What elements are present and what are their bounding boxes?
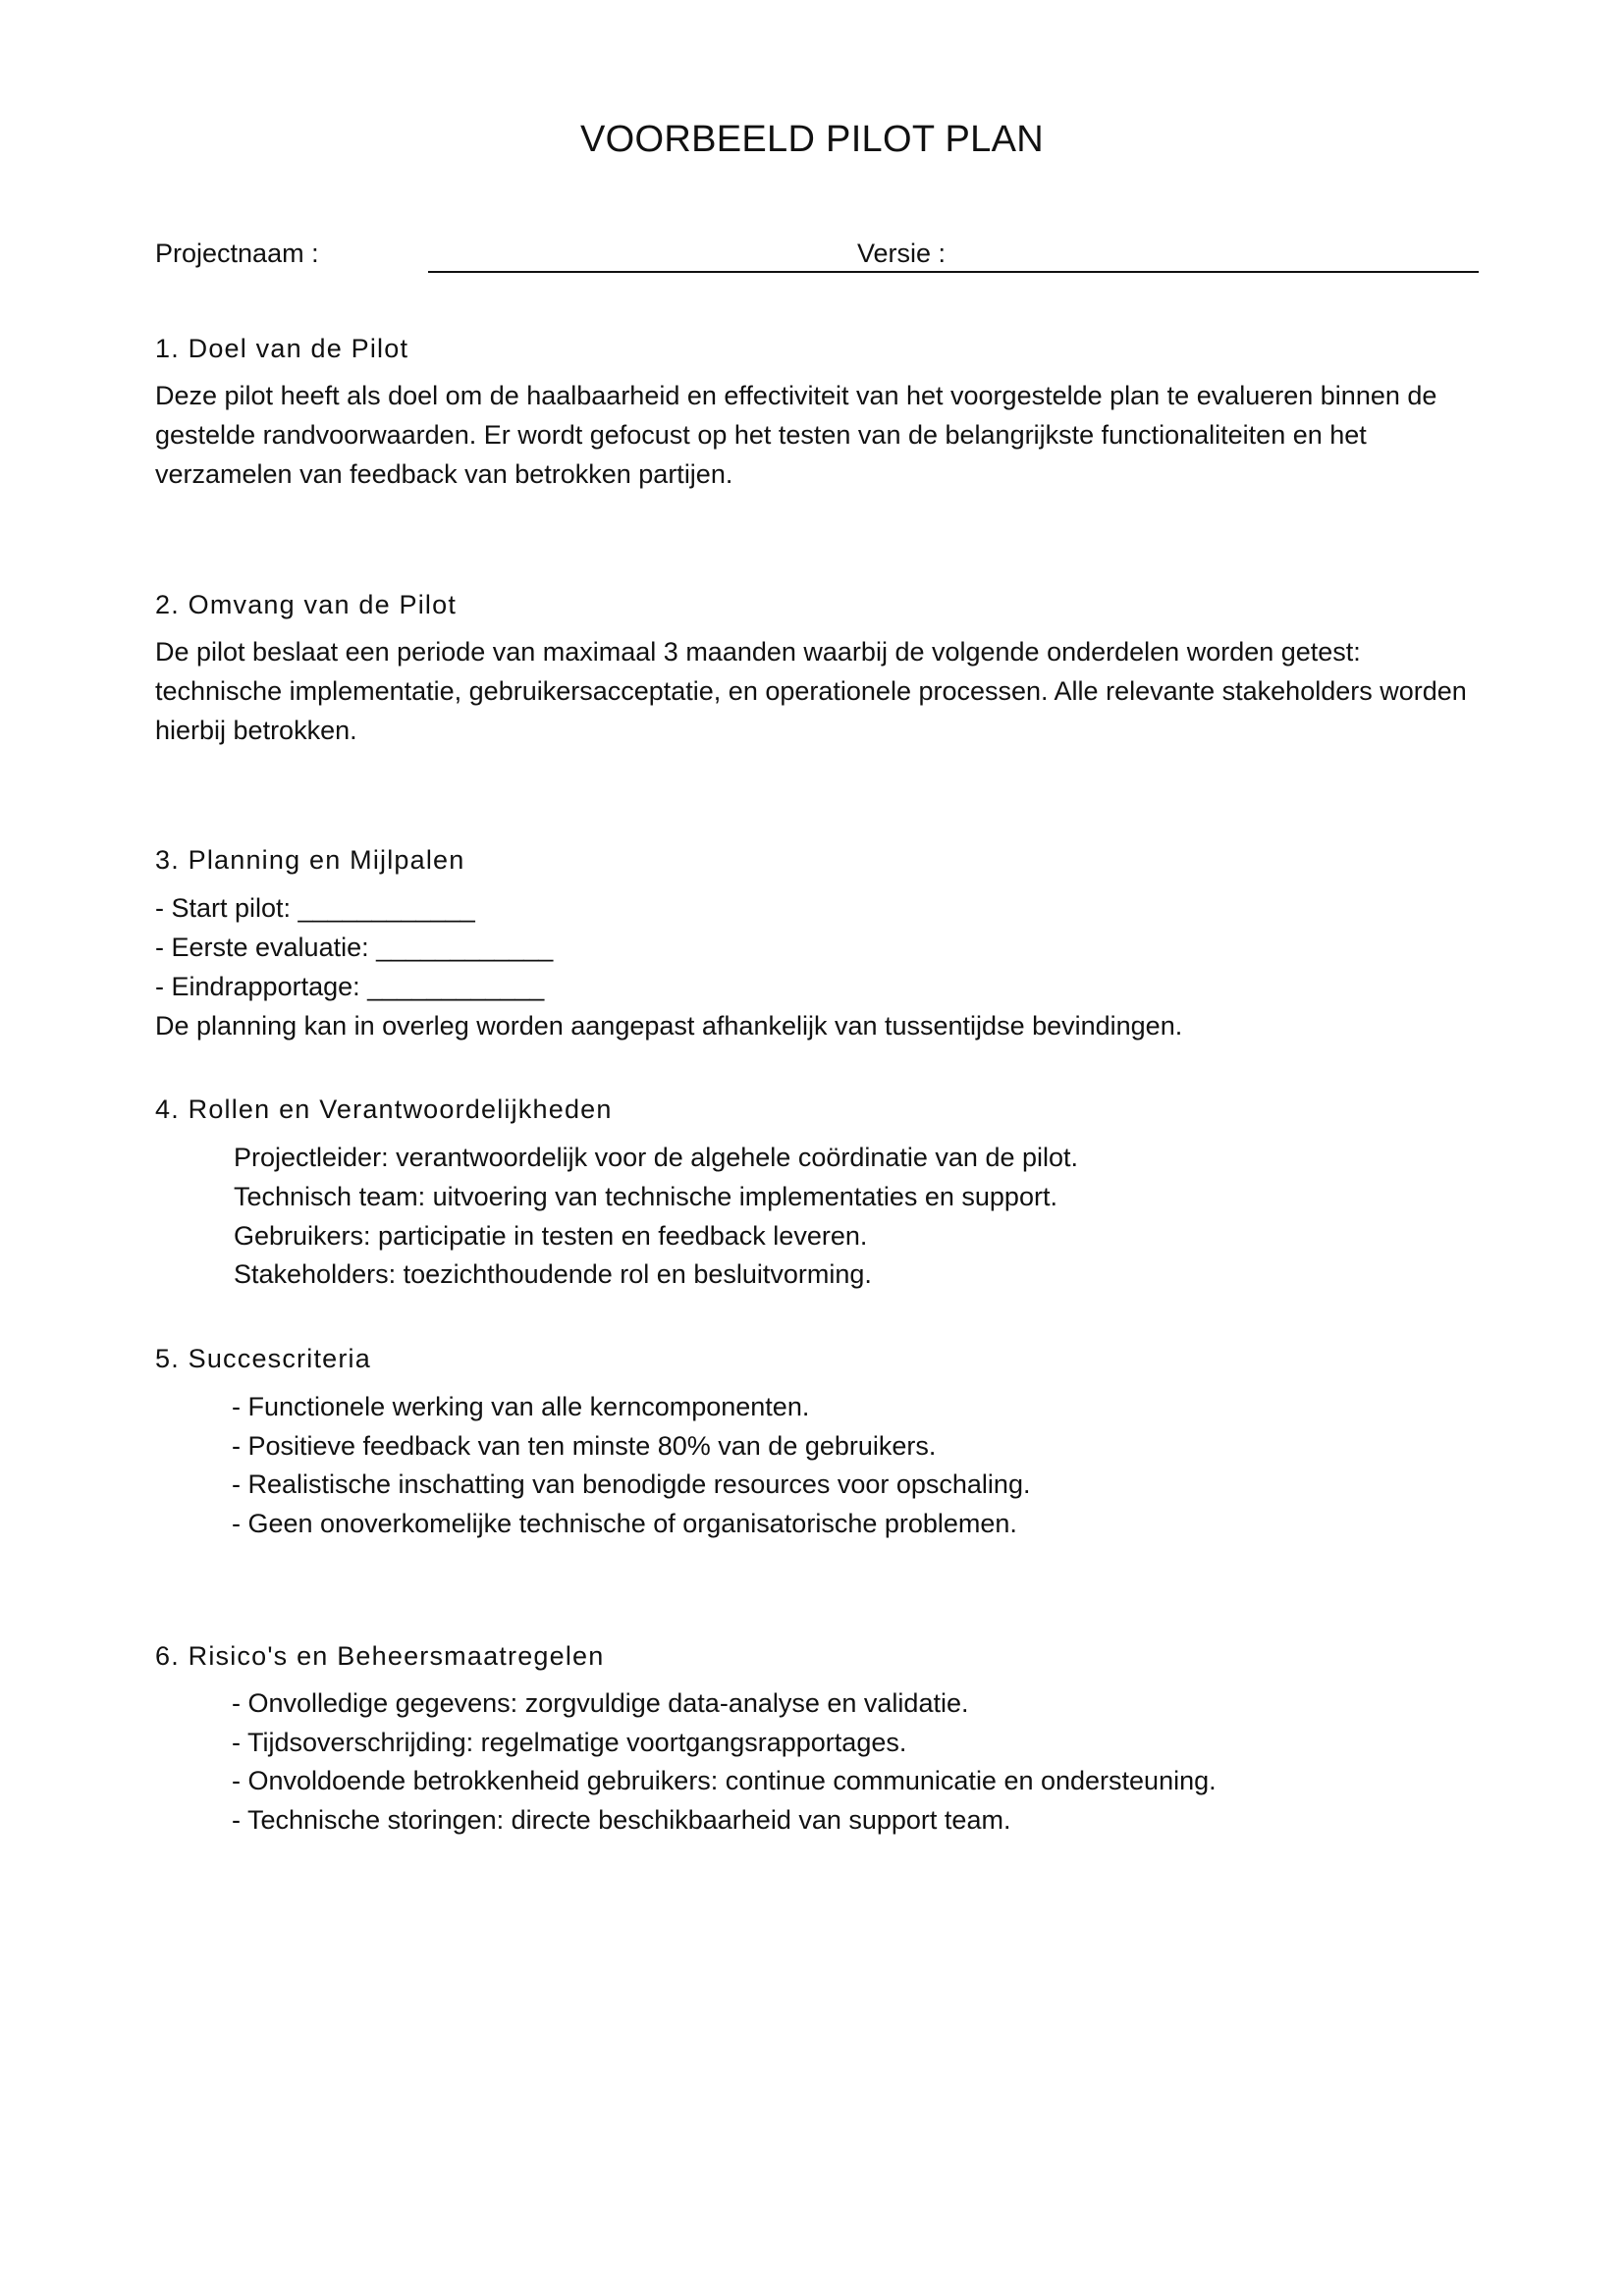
role-users: Gebruikers: participatie in testen en feedback leveren. — [234, 1221, 868, 1251]
planning-note: De planning kan in overleg worden aangepast afhankelijk van tussentijdse bevindingen. — [155, 1011, 1183, 1041]
section-1-heading: 1. Doel van de Pilot — [155, 334, 409, 363]
version-label: Versie : — [857, 239, 947, 268]
role-technical-team: Technisch team: uitvoering van technische implementaties en support. — [234, 1182, 1057, 1211]
section-1-body: Deze pilot heeft als doel om de haalbaarheid en effectiviteit van het voorgestelde plan te evalueren binnen de gestelde randvoorwaarden. Er wordt gefocust op het testen van de belangrijkste functionaliteiten en het verzamelen van feedback van betrokken partijen. — [155, 381, 1437, 489]
role-project-leader: Projectleider: verantwoordelijk voor de algehele coördinatie van de pilot. — [234, 1143, 1079, 1172]
risk-item: - Onvolledige gegevens: zorgvuldige data-analyse en validatie. — [232, 1688, 969, 1718]
milestone-first-evaluation: - Eerste evaluatie: ____________ — [155, 933, 554, 962]
milestone-final-report: - Eindrapportage: ____________ — [155, 972, 545, 1001]
section-2-heading: 2. Omvang van de Pilot — [155, 590, 458, 619]
section-4-heading: 4. Rollen en Verantwoordelijkheden — [155, 1095, 613, 1124]
section-2-body: De pilot beslaat een periode van maximaal 3 maanden waarbij de volgende onderdelen worden getest: technische implementatie, gebruikersacceptatie, en operationele processen. Alle relevante stakeholders worden hierbij betrokken. — [155, 637, 1467, 745]
section-3-heading: 3. Planning en Mijlpalen — [155, 845, 465, 875]
risk-item: - Onvoldoende betrokkenheid gebruikers: continue communicatie en ondersteuning. — [232, 1766, 1217, 1795]
milestone-start-pilot: - Start pilot: ____________ — [155, 893, 475, 923]
role-stakeholders: Stakeholders: toezichthoudende rol en besluitvorming. — [234, 1259, 872, 1289]
section-5-heading: 5. Succescriteria — [155, 1344, 371, 1373]
project-name-label: Projectnaam : — [155, 239, 319, 268]
criterion-item: - Realistische inschatting van benodigde resources voor opschaling. — [232, 1469, 1031, 1499]
criterion-item: - Geen onoverkomelijke technische of organisatorische problemen. — [232, 1509, 1017, 1538]
risk-item: - Technische storingen: directe beschikbaarheid van support team. — [232, 1805, 1011, 1835]
document-title: VOORBEELD PILOT PLAN — [579, 119, 1045, 160]
header-fill-line[interactable] — [428, 271, 1479, 273]
risk-item: - Tijdsoverschrijding: regelmatige voortgangsrapportages. — [232, 1728, 907, 1757]
criterion-item: - Functionele werking van alle kerncomponenten. — [232, 1392, 810, 1421]
section-6-heading: 6. Risico's en Beheersmaatregelen — [155, 1641, 605, 1671]
criterion-item: - Positieve feedback van ten minste 80% van de gebruikers. — [232, 1431, 937, 1461]
